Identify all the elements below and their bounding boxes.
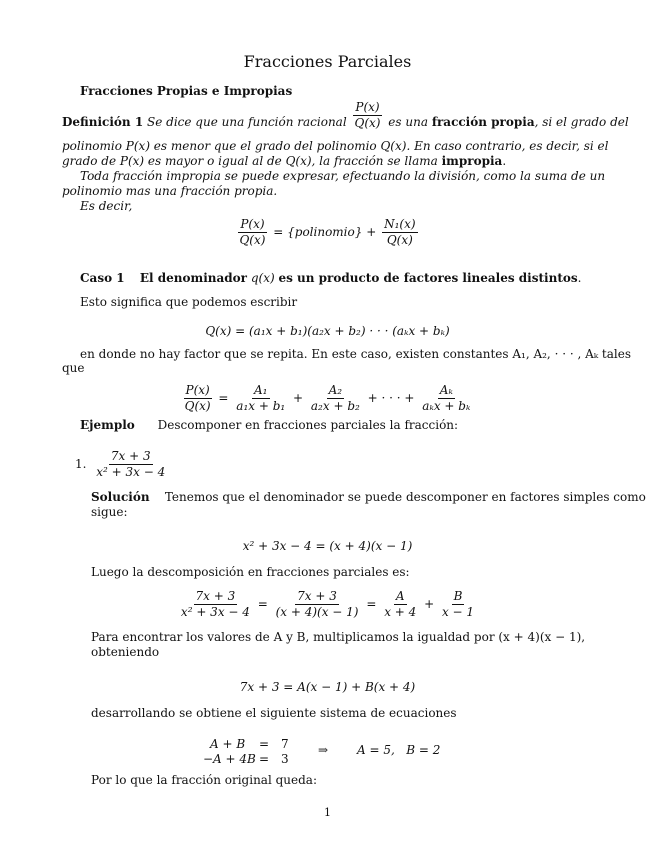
equation-text: + · · · + (367, 391, 415, 405)
definition-term: impropia (441, 154, 503, 168)
implies-arrow: ⇒ (318, 743, 329, 757)
fraction-denominator: x − 1 (441, 605, 475, 619)
fraction-denominator: Q(x) (386, 233, 413, 247)
equation-text: = {polinomio} + (273, 225, 377, 239)
solution-line-2: sigue: (91, 505, 128, 519)
system-rhs: 7 (281, 737, 289, 751)
definition-line-6: Es decir, (80, 199, 133, 213)
paragraph-2-line-1: en donde no hay factor que se repita. En este caso, existen constantes A₁, A₂, · · · , Aₖ tales (80, 347, 632, 361)
example-text: Descomponer en fracciones parciales la fracción: (157, 418, 459, 432)
fraction-numerator: P(x) (240, 217, 265, 231)
fraction-denominator: a₂x + b₂ (310, 399, 360, 413)
fraction-numerator: 7x + 3 (297, 589, 337, 603)
fraction-denominator: a₁x + b₁ (236, 399, 286, 413)
system-equals: = (259, 752, 270, 766)
case-heading (80, 271, 581, 285)
case-text: El denominador (139, 271, 247, 285)
example-heading (80, 418, 458, 432)
case-variable: q(x) (250, 271, 275, 285)
fraction-denominator: (x + 4)(x − 1) (275, 605, 359, 619)
fraction-denominator: Q(x) (184, 399, 211, 413)
definition-line-1 (62, 100, 629, 130)
fraction-numerator: 7x + 3 (195, 589, 236, 603)
definition-text: Se dice que una función racional (147, 115, 347, 129)
system-rhs: 3 (281, 752, 289, 766)
example-label: Ejemplo (80, 418, 135, 432)
system-lhs: A + B (210, 737, 246, 751)
page-title: Fracciones Parciales (243, 52, 412, 71)
fraction-numerator: A (395, 589, 405, 603)
section-heading: Fracciones Propias e Impropias (80, 84, 293, 98)
definition-term: fracción propia (431, 115, 535, 129)
equation-4: x² + 3x − 4 = (x + 4)(x − 1) (242, 539, 413, 553)
fraction-denominator: aₖx + bₖ (422, 399, 471, 413)
case-label: Caso 1 (80, 271, 125, 285)
definition-text: , si el grado del (534, 115, 629, 129)
fraction-denominator: Q(x) (354, 116, 381, 130)
fraction-denominator: x² + 3x − 4 (96, 465, 166, 479)
equation-5: $\frac{7x + 3}{\text{x² + 3x − 4}}$ = $\frac{7x + 3}{(x + 4)(x - 1)}$ = $\frac{A}{x + 4}$ + $\frac{B}{x - 1}$ (180, 589, 475, 619)
fraction-numerator: 7x + 3 (110, 449, 151, 463)
system-lhs: −A + 4B (203, 752, 256, 766)
paragraph-3: Luego la descomposición en fracciones parciales es: (91, 565, 410, 579)
definition-line-2: polinomio P(x) es menor que el grado del polinomio Q(x). En caso contrario, es decir, si el (62, 139, 609, 153)
fraction-numerator: A₁ (254, 383, 268, 397)
list-item-number: 1. (75, 457, 87, 471)
fraction-denominator: Q(x) (239, 233, 266, 247)
equation-2: Q(x) = (a₁x + b₁)(a₂x + b₂) · · · (aₖx + bₖ) (205, 324, 450, 338)
definition-line-4: Toda fracción impropia se puede expresar, efectuando la división, como la suma de un (80, 169, 606, 183)
equation-1 (0, 218, 655, 247)
solution-label: Solución (91, 490, 150, 504)
system-equals: = (259, 737, 270, 751)
fraction-denominator: x² + 3x − 4 (180, 605, 250, 619)
case-text: es un producto de factores lineales distintos (278, 271, 578, 285)
solution-text: Tenemos que el denominador se puede descomponer en factores simples como (164, 490, 646, 504)
fraction-numerator: A₂ (328, 383, 343, 397)
definition-text: grado de P(x) es mayor o igual al de Q(x), la fracción se llama (62, 154, 438, 168)
equation-6: 7x + 3 = A(x − 1) + B(x + 4) (239, 680, 416, 694)
paragraph-2-line-2: que (62, 361, 85, 375)
definition-text: . (502, 154, 507, 168)
fraction-numerator: N₁(x) (384, 217, 416, 231)
paragraph-5: desarrollando se obtiene el siguiente sistema de ecuaciones (91, 706, 457, 720)
definition-label: Definición 1 (62, 115, 144, 129)
fraction-denominator: x + 4 (384, 605, 417, 619)
page-number: 1 (324, 806, 331, 819)
definition-text: es una (388, 115, 428, 129)
definition-line-5: polinomio mas una fracción propia. (62, 184, 278, 198)
equation-3: $\frac{P(x)}{Q(x)}$ = $\frac{\text{A₁}}{\text{a₁x + b₁}}$ + $\frac{\text{A₂}}{\text{a₂x + b₂}}$ + · · · + $\frac{\text{Aₖ}}{\text{aₖx + bₖ}}$ (184, 383, 471, 413)
case-text: . (577, 271, 582, 285)
definition-fraction (353, 101, 383, 130)
paragraph-1: Esto significa que podemos escribir (80, 295, 298, 309)
fraction-numerator: P(x) (185, 383, 210, 397)
definition-line-3 (62, 154, 506, 168)
solution-line-1 (91, 490, 646, 504)
list-item (75, 450, 169, 479)
paragraph-6: Por lo que la fracción original queda: (91, 773, 317, 787)
paragraph-4-line-2: obteniendo (91, 645, 160, 659)
fraction-numerator: P(x) (355, 100, 380, 114)
paragraph-4-line-1: Para encontrar los valores de A y B, multiplicamos la igualdad por (x + 4)(x − 1), (91, 630, 586, 644)
fraction-numerator: B (453, 589, 463, 603)
system-result: A = 5, B = 2 (357, 743, 441, 757)
fraction-numerator: Aₖ (439, 383, 453, 397)
